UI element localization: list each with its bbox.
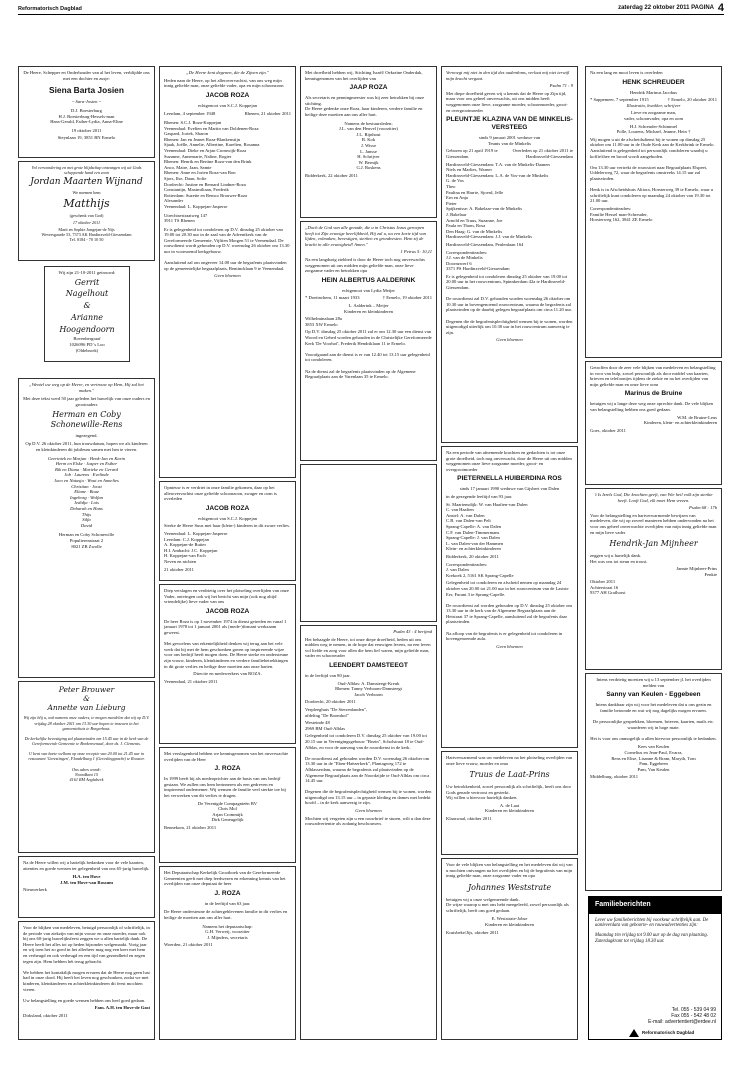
familieberichten-phone: Tel. 055 - 539 04 99 [671,1006,716,1013]
obituary-born: * Sappemeer, 7 september 1915 [590,97,649,103]
familieberichten-fax: Fax 055 - 542 48 02 [671,1012,716,1019]
announcement-intro: Vol verwondering en met grote blijdschap ontvangen wij uit Gods scheppende hand een zoon [31,165,142,176]
obituary-address: Westeinde 48 2969 BM Oud-Alblas [305,720,346,731]
obituary-kladina [441,66,578,443]
obituary-family: H.J. Schreuder-Schimmel Polle, Lourens, Michael, Jeanne, Hein † [616,123,691,135]
anniversary-announcement-herman [18,378,155,678]
wedding-announcement-peter [18,681,155,853]
thanks-signed: A. de Laat Kinderen en kleinkinderen [485,802,534,814]
thanks-place: Nieuwerkerk [23,887,47,893]
obituary-text: Lieve en zorgzame man, vader, schoonvader, opa en oom [623,110,684,121]
page-number: 4 [717,2,724,14]
obituary-name: JACOB ROZA [205,91,250,99]
thanks-truus [441,751,578,855]
obituary-note: Mochten wij vergeten zijn u een rouwbrief te sturen, wilt u dan deze rouwadvertentie als zodanig beschouwen. [305,815,431,827]
obituary-died: † Ermelo, 20 oktober 2011 [667,97,717,103]
obituary-name: JAAP ROZA [349,84,388,92]
announcement-address: Marit en Sophie Jongejan-de Nijs Weversgaarde 53, 7373 AK Hardinxveld-Giessendam Tel. 0184 - 70 10 50 [41,227,132,243]
thanks-ref: Psalm 68 : 17b [689,505,717,511]
thanks-text: Uw betrokkenheid, zowel persoonlijk als schriftelijk, heeft ons door Gods genade vertroost en gesterkt. Wij willen u hiervoor hartelijk danken. [446,783,572,801]
announcement-text: We noemen hem [72,190,101,196]
obituary-funeral: Gelegenheid tot condoleren D.V. dinsdag 25 oktober van 19.00 tot 20.15 uur in Verenigingsgebouw "Bezin", Scholstraat 18 te Oud-Alblas, en voor de aanvang van de rouwdienst in de kerk. De rouwdienst zal gehouden worden D.V. woensdag 26 oktober om 13.30 uur in de "Eben-Haëzerkerk", Plantagweg 172 te Alblasserdam, waarna de begrafenis zal plaatsvinden op de Algemene Begraafplaats aan de Noordzijde te Oud-Alblas om circa 14.45 uur. Degenen die de begrafenisplechtigheid wensen bij te wonen, worden uitgenodigd om 13.15 uur – in gepaste kleding en dames met bedekt hoofd – in de kerk aanwezig te zijn. [305,733,432,806]
announcement-ampersand: & [83,301,91,311]
obituary-body: Met droefheid hebben wij, Stichting Israël/ Oekraïne Onderdak, kennisgenomen van het overlijden van [305,70,423,81]
obituary-roza-stichting [300,66,437,218]
obituary-correspondence: Correspondentieadres: J.J. van de Minkelis Doornzwerf 6 3371 PS Hardinxveld-Giessendam [446,249,510,272]
obituary-body: Het behaagde de Heere, tot onze diepe droefheid, heden uit ons midden weg te nemen, in de hope dat eeuwigen levens, na een leven vol liefde en zorg voor allen die hem lief waren, mijn geliefde man, vader en schoonvader [305,636,431,659]
obituary-text: In 1999 heeft hij als medeoprichter aan de basis van ons bedrijf gestaan. We zullen ons hem herinneren als een gedreven en inspirerend ondernemer. Wij wensen de familie veel sterkte toe bij het verwerken van dit verlies te dragen. [164,776,286,798]
thanks-text: zeggen wij u hartelijk dank. Het was ons tot steun en troost. [590,552,648,564]
obituary-spouse: sinds 17 januari 1990 weduwe van Gijsbert van Dalen [459,486,560,492]
thanks-signed: E. Weststrate-Jobse Kinderen en kleinkinderen [485,916,534,927]
obituary-funeral: Op D.V. dinsdag 25 oktober 2011 zal er om 12.30 uur een dienst van Woord en Gebed worden gehouden in de Christelijke Gereformeerde Kerk 'De Voorhof', Frederik Hendriklaan 11 te Ermelo. Voorafgaand aan de dienst is er van 12.40 tot 13.15 uur gelegenheid tot condoleren. Na de dienst zal de begrafenis plaatsvinden op de Algemene Begraafplaats aan de Varenlaan 35 te Ermelo. [305,329,432,380]
obituary-signed: Directie en medewerkers van ROZA. [193,671,262,677]
obituary-signed: Namens het deputaatschap: G.H. Verweij, voorzitter J. Mijnders, secretaris [202,923,253,940]
obituary-family: L. Aalderink – Meijer Kinderen en kleinkinderen [344,302,393,314]
obituary-ref: Psalm 71 : 9 [549,83,573,89]
obituary-family: Hardinxveld-Giessendam: T.A. van de Minkelis-Daanen Niels en Marlies, Warner Hardinxveld-Giessendam: L.A. de Vos-van de Minkelis G. de Vos Theo Paulina en Harrie, Sjoerd, Jelle Ern en Anja Pieter Spijkenisse: A. Bakelaar-van de Minkelis J. Bakelaar Arnold en Truus, Suzanne, Joe Paula en Thom, Rosa Den Haag: G. van de Minkelis Hardinxveld-Giessendam: J.J. van de Minkelis [446,161,550,240]
announcement-date: 19 oktober 2011 [71,127,102,133]
obituary-body: Na een lang en mooi leven is overleden [590,70,663,75]
thanks-text: betuigen wij u lange deze weg onze oprechte dank. De vele blijken van belangstelling hebben ons goed gedaan. [590,401,713,412]
thanks-body: Voor de blijken van medeleven, betuigd persoonlijk of schriftelijk, in de periode van ziekzijn van mijn vrouw en onze moeder, maar ook bij ons 60-jarig huwelijksfeest zeggen we u allen hartelijk dank. De Heere heeft het alles tot op heden bijzonder welgemaakt. Vorig jaar en wij toen het zo goed in het allerheer mag nog een keer met hem en verheugd en ook verheugd en een tijd van gezondheid en zegen tegen zijn. Hem hebben hét terug gebracht. We hebben het kontaktlijk mogen ervaren dat de Heere nog geen lust had in onze dood. Hij heeft het leven nog geschonken, zodat we met kinderen, kleinkinderen en achterkleinkinderen dit feest mochten vieren. Uw belangstelling en goede wensen hebben ons heel goed gedaan. [23,925,150,1003]
obituary-funeral: Er is gelegenheid tot condoleren op D.V. dinsdag 25 oktober van 19.00 tot 20.30 uur in de zaal van de Adventkerk van de Gereformeerde Gemeente, Vijftien Morgen 51 te Veenendaal. De rouwdienst wordt gehouden op D.V. woensdag 26 oktober om 13.30 uur in voornoemd kerkgebouw. Aansluitend zal om ongeveer 14.00 uur de begrafenis plaatsvinden op de gemeentelijke begraafplaats, Bentincklaan 9 te Veenendaal. [164,226,290,271]
thanks-signed: Jannie Mijnheer-Prins Fenkie [676,566,717,577]
thanks-name: Truus de Laat-Prins [469,770,550,780]
thanks-hvhoeve [18,856,155,918]
birth-announcement-matthijs [18,161,155,261]
obituary-name: JACOB ROZA [205,607,250,615]
obituary-closing: Geen bloemen [214,273,241,279]
thanks-place: Dirksland, oktober 2011 [23,1012,68,1018]
obituary-text: Sterke de Heere Suus met haar (klein-) kinderen in dit zware verlies. [164,523,291,529]
obituary-text: Als secretaris en penningmeester was hij zeer betrokken bij onze stichting. De Heere gedenke onze Roza, haar kinderen, verdere familie en heilige deze moeiten aan ons aller hart. [305,95,425,117]
thanks-body: Getroffen door de zeer vele blijken van medeleven en belangstelling in voor van bulp, zowel persoonlijk als door middel van kaarten, brieven en telefoontjes tijdens de ziekte en na het overlijden van mijn geliefde man en onze lieve oom [590,365,716,387]
thanks-place: Goes, oktober 2011 [590,427,626,433]
thanks-signed: W.M. de Bruine-Leus Kinderen, klein- en achterkleinkinderen [643,414,717,426]
obituary-name: J. ROZA [214,889,241,897]
announcement-text: ingezegend. [75,432,98,438]
announcement-quote: „Wentel uw weg op de Heere, en vertrouw op Hem, Hij zal het maken." [29,382,144,393]
obituary-born: Leerdam, 4 september 1948 [164,111,216,117]
obituary-age: in de leeftijd van 80 jaar. [305,673,351,678]
obituary-age: in de gezegende leeftijd van 93 jaar. [446,494,513,499]
obituary-ref: Psalm 43 : 4 berijmd [393,629,432,634]
birth-announcement-josien [18,66,155,158]
familieberichten-body: Lever uw familieberichten bij voorkeur schriftelijk aan. De aanleverdata van geboorte- en rouwadvertenties zijn: [595,917,709,929]
obituary-spouse: echtgenoot van S.C.J. Koppejan [198,102,257,108]
obituary-spouse: echtgenoot van S.C.J. Koppejan [198,515,257,521]
obituary-place: Verpleeghuis "De Sterrenlanden", afdeling "De Boomhof" [305,706,368,718]
obituary-schreuder [585,66,722,358]
thanks-name: Marinus de Bruine [624,390,683,398]
announcement-address: Herman en Coby Schonewille Populierenstraat 2 8021 ZB Zwolle [58,532,115,549]
obituary-roza-inlaws [159,481,296,581]
announcement-name: Arianne [71,312,103,322]
obituary-died: † Ermelo, 19 oktober 2011 [382,295,432,301]
obituary-name: HEIN ALBERTUS AALDERINK [321,276,416,284]
obituary-age: in de leeftijd van 63 jaar. [204,900,251,906]
thanks-eggebeen [585,673,722,891]
obituary-fullname: Hendrik Marinus Jacobus [629,89,678,95]
obituary-text: De heer Roza is op 1 november 1974 in dienst getreden en vanaf 1 januari 1978 tot 1 januari 2001 als (mede-)firmant werkzaam geweest. Met gevoelens van erkentelijkheid denken wij terug aan het vele werk dat hij met de hem geschonken gaven op inspirerende wijze voor ons bedrijf heeft mogen doen. De Heere sterke en ondersteune zijn vrouw, kinderen, kleinkinderen en verdere familiebetrekkingen in dit grote verlies en heilige deze moeiten aan onze harten. [164,618,289,669]
obituary-verheij [300,464,437,622]
obituary-name: J. ROZA [214,765,241,773]
obituary-name: HENK SCHREUDER [622,78,685,86]
thanks-place: Kruisbeke/Jijs, oktober 2011 [446,929,499,935]
obituary-signed: De Verenigde Compagnieën BV Chris Mol Arjan Crommijk Dirk Geneugelijk [197,800,258,823]
obituary-body: Na een langdurig ziekbed is door de Heere toch nog onverwachts weggenomen uit ons midden mijn geliefde man, onze lieve zorgzame vader en betrokken opa [305,256,425,274]
thanks-body: Voor de vele blijken van belangstelling en het medeleven dat wij van u mochten ontvangen na het overlijden en bij de begrafenis van mijn innig geliefde man, onze zorgzame vader en opa [446,862,573,879]
obituary-quote: „Doch de God van alle genade, die u in Christus Jezus geroepen heeft tot Zijn eeuwige heerlijkheid, Hij zal u, na een korte tijd van lijden, volmaken, bevestigen, sterken en grondvesten. Hem zij de kracht in alle eeuwigheid! Amen." [305,225,426,247]
announcement-name: Gerrit [74,277,100,287]
obituary-name: PLEUNTJE KLAZINA VAN DE MINKELIS-VERSTEEG [446,116,573,132]
page-header [18,3,724,15]
obituary-family: St. Maartensdijk: W. van Haaften-van Dalen C. van Haaften Ansiel: A. van Dalen C.B. van Dalen-van Pelt Sprang-Capelle: A. van Dalen C.F. van Dalen-Timmermans Sprang-Capelle: J. van Dalen L. van Dalen-van der Hammen Klein- en achterkleinkinderen [446,501,528,552]
obituary-place: Bennekom, 21 oktober 2011 [164,824,217,830]
obituary-body: Diep verslagen en verdrietig over het plotseling overlijden van onze Vader, ontvingen ook wij het bericht van mijn (ook nog altijd vriendelijke) lieve vader van ons [164,588,289,605]
obituary-quote: Vernoegt mij niet in den tijd des ouderdoms, verlaat mij niet terwijl mijn kracht vergaat. [446,70,570,81]
obituary-died: Overleden op 21 oktober 2011 te Hardinxveld-Giessendam [512,148,573,159]
obituary-signed: Namens de bestuursleden; J.L. van den Heuvel (voorzitter) J.L. Rijnhout B. Kok J. Wisse L. Jansse H. Schrijver W. Bernijk G.J. Roskens [339,120,398,171]
obituary-ref: 1 Petrus 5: 10,11 [400,249,432,255]
announcement-body: Met deze tekst werd 50 jaar geleden het huwelijk van onze ouders en grootouders [23,396,150,407]
obituary-address: Wilhelminalaan 28a 3853 XW Ermelo [305,316,342,327]
thanks-body: Voor de belangstelling en hartverwarmende bewijzen van medeleven, die wij op zoveel manieren hebben ondervonden na het voor ons geheel onverwachte overlijden van mijn innig geliefde man en mijn lieve vader [590,512,717,535]
thanks-name: Fam. A.H. ten Hove-de Gast [94,1005,150,1011]
thanks-quote: 't Is Izrels God, Die krachten geeft, van Wie heil volk zijn sterkte heeft. Looft God, elk moet Hem vrezen. [594,492,713,503]
thanks-body: Hartverwarmend was uw medeleven na het plotseling overlijden van onze lieve vrouw, moeder en oma [446,755,573,766]
thanks-name: Johannes Weststrate [467,882,552,892]
obituary-text: De Heere ondersteune de achtergeblevenen familie in dit verlies en heilige de moeiten aan ons aller hart. [164,909,288,920]
obituary-roza-compagnieen [159,747,296,863]
announcement-intro: Wij zijn 21-10-2011 getrouwd: [58,270,116,275]
obituary-body: Met verslagenheid hebben we kennisgenomen van het onverwachte overlijden van de Heer [164,751,289,762]
obituary-address: Hardinxveld-Giessendam, Peulenlaan 164 [446,241,524,247]
obituary-pieternella [441,446,578,748]
announcement-date: 17 oktober 2011 [72,219,101,225]
thanks-names: H.A. ten Hove J.M. ten Hove-van Rossum [60,874,113,885]
obituary-place: Ridderkerk, 20 oktober 2011 [446,553,499,559]
announcement-subname: (geschenk van God) [69,212,104,218]
obituary-date: 21 oktober 2011 [164,566,194,572]
obituary-funeral: Wij mogen u uit de afscheidsdienst bij te wonen op dinsdag 25 oktober om 11.00 uur in de Oude Kerk aan de Kerkbrink te Ermelo. Aansluitend is gelegenheid tot persoonlijk condoleren waarbij u koffie/thee en brood wordt aangeboden. Om 13.30 uur vertrekt de rouwstoet naar Begraafplaats Elspeet, Uddelerweg 72, waar de begrafenis omstreeks 14.15 uur zal plaatsvinden. Henk is in Afscheidshuis Altiora, Horsterweg 39 te Ermelo, waar u schriftelijk kunt condoleren op maandag 24 oktober van 19.30 tot 21.00 uur. [590,136,715,204]
announcement-parents: D.J. Boesterburg H.J. Boesterburg-Hessels-man Hans-Gerald, Esther-Lydia, Anna-Eline [50,108,123,125]
obituary-date: Dordrecht, 20 oktober 2011 [305,699,356,705]
obituary-name: PIETERNELLA HUIBERDINA ROS [457,475,562,483]
rd-logo-icon [629,1029,639,1037]
obituary-spouse: sinds 9 januari 2001 weduwe van Teunis van de Minkelis [478,135,541,146]
announcement-intro: De Heere, Schepper en Onderhouder van al het leven, verblijdde ons met een dochter en zusje: [23,70,150,81]
obituary-spouse: echtgenoot van Lydia Meijer [342,287,395,293]
obituary-body: Na een periode van afnemende krachten en gedachten is tot onze grote droefheid, toch nog onverwacht, door de Heere uit ons midden weggenomen onze lieve zorgzame moeder, groot- en overgrootmoeder [446,450,572,472]
thanks-debruine [585,361,722,485]
obituary-closing: Geen bloemen [496,643,523,649]
obituary-place: Veenendaal, 21 oktober 2011 [164,678,218,684]
thanks-signed: Kees van Keulen Cornelius en Jean-Paul, Evarra, Rens en Elise, Lisanne & Bram, Maryth, Tom Pam, Eggebeen Pam, Van Keulen [611,744,696,772]
familieberichten-email[interactable]: E-mail: advertentiert@erdee.nl [648,1018,716,1025]
obituary-body: Heden nam de Heere, op het allerovervachtst, van ons weg mijn innig geliefde man, onze geliefde vader, opa en mijn schoonzoon [164,77,284,89]
thanks-weststrate [441,858,578,1040]
obituary-aalderink [300,221,437,461]
announcement-body: Wij zijn blij u, ook namens onze ouders, te mogen meedelen dat wij op D.V. vrijdag 28 oktober 2011 om 13.30 uur hopen te trouwen in het gemeentehuis te Borgerhout. De kerkelijke bevestiging zal plaatsvinden om 15.45 uur in de kerk van de Gereformeerde Gemeente te Borkenvenaal, door ds. J. Clements. U bent van harte welkom op onze receptie van 20.00 tot 21.45 uur in restaurant 'Gerestingen', Flandelburg 1 (Gereslinggracht) te Rooster. Ons adres wordt: Noordkant 15 4161 RM Anglaberk [23,715,150,782]
thanks-place: Oktober 2011 Achterstraat 16 9377 AH Grafhorst [590,579,626,596]
obituary-closing: Geen bloemen [355,808,382,814]
obituary-family: Rhenen: S.C.J. Roza-Koppejan Veenendaal: Evelien en Martin van Doldenen-Roza Gaspard, Joriek, Sharon Rhenen: Jan en Jeanet Roza-Blankenstijn Sjaak, Joëlle, Annelie, Albertine, Karelien, Rosanna Veenendaal: Dieke en Arjan Cromwijk-Roza Suzanne, Annemarie, Naline, Rogier Rhenen: Henrik en Bertine Roza-van den Brink Anco, Maire, Jaan, Samie Rhenen: Anne en Jorien Roza-van Bon Sjors, Ilse, Daan, Sofie Dordrecht: Justine en Bernard Lindner-Roza Constantijn, Maximiliaan, Frederik Rotterdam: Suzette en Remco Brouwer-Roza Alexander Veenendaal: L. Koppejan-Jasperse [164,120,260,209]
header-date: zaterdag 22 oktober 2011 PAGINA [618,5,714,11]
announcement-name: Siena Barta Josien [49,85,124,96]
obituary-roza-family [159,66,296,478]
announcement-name: Herman en Coby Schonewille-Rens [50,410,123,430]
announcement-subname: ~ Sara-Josien ~ [71,99,102,105]
obituary-place: Woerden, 21 oktober 2011 [164,942,213,948]
thanks-name: Sanny van Keulen - Eggebeen [606,691,701,699]
obituary-born: Geboren op 21 april 1919 te Giessendam [446,148,498,159]
announcement-callname: Matthijs [63,197,110,211]
rd-logo [629,1029,694,1037]
paper-name: Reformatorisch Dagblad [18,6,82,12]
obituary-name: LEENDERT DAMSTEEGT [329,661,408,669]
familieberichten-title: Familieberichten [589,897,721,914]
thanks-text: betuigen wij u onze welgemeende dank. De wijze waarop u met ons hebt meegeleefd, zowel persoonlijk als schriftelijk, heeft ons goed gedaan. [446,896,569,913]
announcement-address: Steynlaan 19, 3851 BN Ermelo [57,135,116,141]
obituary-family: Oud-Alblas: A. Damsteegt-Kreuk Rhenen: Tanny Verboom-Damsteegt Jacob Verboom [335,680,402,697]
obituary-closing: Geen bloemen [496,337,523,343]
obituary-correspondence: Correspondentieadres: Familie Hessel man-Schreuder, Horsterweg 162, 3841 ZE Ermelo [590,205,653,223]
announcement-text: Op D.V. 26 oktober 2011, hun trouwdatum, hopen we als kinderen en kleinkinderen dit jubileum samen met hen te vieren. [25,441,148,453]
announcement-address: Bovenbergraaf 1026096 PD 's Loo (Oldebroek) [69,336,105,353]
announcement-name: Hoogendoorn [59,324,115,334]
obituary-name: JACOB ROZA [205,504,250,512]
obituary-family: Veenendaal: L. Koppejan-Jasperse Leerdam: C.J. Koppejan A. Koppejan-de Ruiter H.I. Ambacht: J.C. Koppejan H. Koppejan-van Esch Neven en nichten [164,531,228,564]
thanks-place: Klaaswaal, oktober 2011 [446,815,492,821]
obituary-born: * Doetinchem, 11 maart 1933 [305,295,360,301]
rd-logo-text: Reformatorisch Dagblad [642,1030,695,1036]
thanks-place: Middelburg, oktober 2011 [590,774,639,780]
obituary-role: Illustratio, kwekker, schrijver [626,102,681,108]
obituary-funeral: Gelegenheid tot condoleren en afscheid nemen op maandag 24 oktober van 20.00 tot 21.00 uur in het rouwcentrum van de Lastste Eer, Furant 3 te Sprang-Capelle. De rouwdienst zal worden gehouden op D.V. dinsdag 25 oktober om 13.30 uur in de kerk van de Algemene Begraafplaats aan de Heistraat 37 te Sprang-Capelle, aansluitend zal de begrafenis daar plaatsvinden. Na afloop van de begrafenis is er gelegenheid tot condoleren in bovengenoemde aula. [446,580,572,642]
familieberichten-deadlines: Maandag t/m vrijdag tot 9.00 uur op de dag van plaatsing. Zaterdagkrant tot vrijdag 18.30 uur. [595,933,708,945]
thanks-mijnheer [585,488,722,670]
obituary-died: Rhenen, 21 oktober 2011 [244,111,291,117]
obituary-body: Opnieuw is er verdriet in onze familie gekomen, daar op het allerovervachtst onze geliefde schoonzoon, zwager en oom is overleden [164,485,277,502]
obituary-address: Utrechtsestraatweg 147 3911 TS Rhenen [164,212,208,224]
thanks-text: Intens dankbaar zijn wij voor het medeleven dat u ons gezin en familie betoonde en wat wij nog dagelijks mogen ervaren. De persoonlijke gesprekken, bloemen, brieven, kaarten, mails etc. waarderen wij in hoge mate. Het is voor ons onmogelijk u allen hiervoor persoonlijk te bedanken. [590,702,717,741]
obituary-damsteegt [300,625,437,1040]
obituary-correspondence: Correspondentieadres: J. van Dalen Krekoek 2, 5161 SK Sprang-Capelle [446,561,514,578]
obituary-body: Met diepe droefheid geven wij u kennis dat de Heere op Zijn tijd, maar voor ons geheel onverwachts, uit ons midden heeft weggenomen onze lieve, zorgzame moeder, schoonmoeder, groot- en overgrootmoeder [446,90,568,113]
announcement-name: Nagelhout [65,289,109,299]
thanks-name: Hendrik-Jan Mijnheer [609,539,698,549]
obituary-funeral: Er is gelegenheid tot condoleren dinsdag 25 oktober van 19.00 tot 20.00 uur in het rouwcentrum, Spinnkerdam 42a te Hardinxveld-Giessendam. De rouwdienst zal D.V. gehouden worden woensdag 26 oktober om 10.30 uur in bovengenoemd rouwcentrum, waarna de begrafenis zal plaatsvinden op de daarbij gelegen begraafplaats om circa 11.20 uur. Degenen die de begrafenisplechtigheid wensen bij te wonen, worden uitgenodigd uiterlijk om 10.30 uur in het rouwcentrum aanwezig te zijn. [446,273,573,335]
obituary-roza-company [159,584,296,744]
familieberichten-info-box [588,896,722,1040]
announcement-family: Geertniek en Marjan · Henk-Jan en Karin Herm en Elske · Jasper en Esther Bik en Diana · Marieke en Gerard Job · Laurens · Evelinde Jaco en Natasja · Wout en Annelies Christian · Joost Eliane · Boaz Ingeborg · Wolfan Jedidja · Lois Debarah en Hans Thijs Silfa David [47,455,126,528]
thanks-body: Intens verdrietig moesten wij u 13 september jl. het overlijden melden van [596,677,711,688]
obituary-place: Ridderkerk, 22 oktober 2011 [305,172,358,178]
wedding-announcement-gerrit [44,266,130,362]
obituary-roza-deputaatschap [159,866,296,1040]
obituary-quote: „De Heere kent degenen, die de Zijnen zijn." [186,70,269,75]
obituary-body: Het Deputaatschap Kerkelijk Grootboek van de Gereformeerde Gemeenten geeft met diep leedwezen en erkenning kennis van het overlijden van onze deputaat de heer [164,870,286,887]
announcement-name: Peter Brouwer & Annette van Lieburg [47,685,126,713]
thanks-tenhove [18,921,155,1040]
thanks-body: Na de Heere willen wij u hartelijk bedanken voor de vele kaarten, attenties en goede wensen ter gelegenheid van ons 65-jarig huwelijk. [23,860,150,871]
announcement-name: Jordan Maarten Wijnand [30,177,143,188]
